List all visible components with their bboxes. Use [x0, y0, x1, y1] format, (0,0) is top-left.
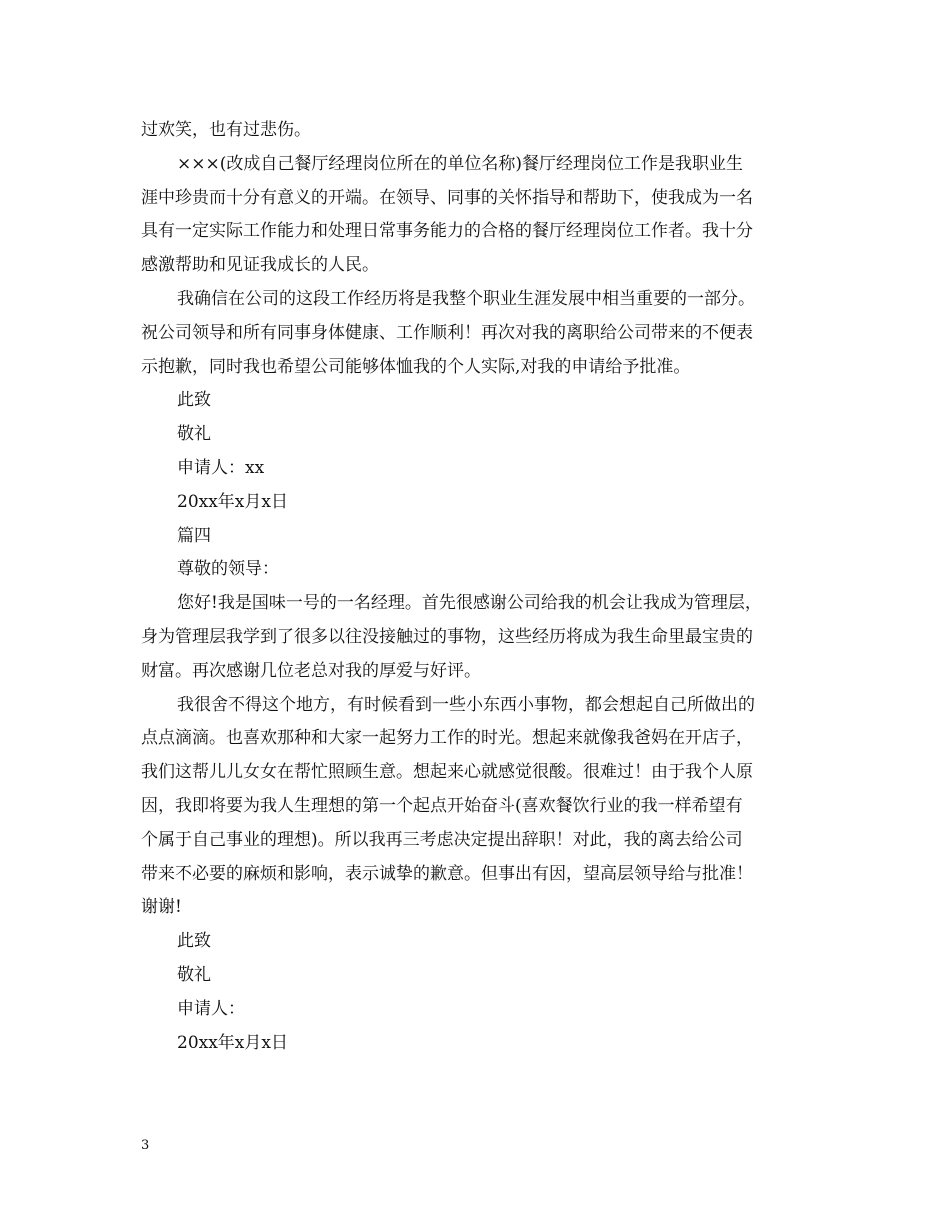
text-line: 具有一定实际工作能力和处理日常事务能力的合格的餐厅经理岗位工作者。我十分 — [141, 221, 753, 242]
date-line: 20xx年x月x日 — [177, 491, 288, 512]
greeting-line: 尊敬的领导： — [177, 559, 279, 580]
text-line: 我们这帮儿儿女女在帮忙照顾生意。想起来心就感觉很酸。很难过！由于我个人原 — [141, 762, 753, 783]
text-line: 您好!我是国味一号的一名经理。首先很感谢公司给我的机会让我成为管理层， — [177, 593, 762, 614]
text-line: 示抱歉，同时我也希望公司能够体恤我的个人实际,对我的申请给予批准。 — [141, 356, 691, 377]
text-line: 过欢笑，也有过悲伤。 — [141, 120, 311, 140]
text-line: 身为管理层我学到了很多以往没接触过的事物，这些经历将成为我生命里最宝贵的 — [141, 626, 753, 647]
text-line: 谢谢! — [141, 897, 182, 918]
closing-line: 此致 — [177, 390, 211, 411]
applicant-line: 申请人： — [177, 998, 245, 1019]
text-line: ×××(改成自己餐厅经理岗位所在的单位名称)餐厅经理岗位工作是我职业生 — [177, 153, 743, 174]
applicant-line: 申请人：xx — [177, 457, 265, 478]
text-line: 因，我即将要为我人生理想的第一个起点开始奋斗(喜欢餐饮行业的我一样希望有 — [141, 795, 743, 816]
closing-line: 此致 — [177, 931, 211, 952]
text-line: 我确信在公司的这段工作经历将是我整个职业生涯发展中相当重要的一部分。 — [177, 288, 755, 309]
text-line: 带来不必要的麻烦和影响，表示诚挚的歉意。但事出有因，望高层领导给与批准！ — [141, 863, 753, 884]
text-line: 财富。再次感谢几位老总对我的厚爱与好评。 — [141, 660, 481, 681]
page-number: 3 — [141, 1138, 150, 1153]
text-line: 祝公司领导和所有同事身体健康、工作顺利！再次对我的离职给公司带来的不便表 — [141, 322, 753, 343]
text-line: 感激帮助和见证我成长的人民。 — [141, 255, 379, 276]
salutation-line: 敬礼 — [177, 964, 211, 985]
date-line: 20xx年x月x日 — [177, 1032, 288, 1053]
text-line: 个属于自己事业的理想)。所以我再三考虑决定提出辞职！对此，我的离去给公司 — [141, 829, 743, 850]
section-heading: 篇四 — [177, 525, 211, 546]
document-body — [141, 114, 809, 1060]
text-line: 我很舍不得这个地方，有时候看到一些小东西小事物，都会想起自己所做出的 — [177, 694, 755, 715]
text-line: 点点滴滴。也喜欢那种和大家一起努力工作的时光。想起来就像我爸妈在开店子， — [141, 728, 753, 749]
salutation-line: 敬礼 — [177, 424, 211, 445]
text-line: 涯中珍贵而十分有意义的开端。在领导、同事的关怀指导和帮助下，使我成为一名 — [141, 187, 753, 208]
